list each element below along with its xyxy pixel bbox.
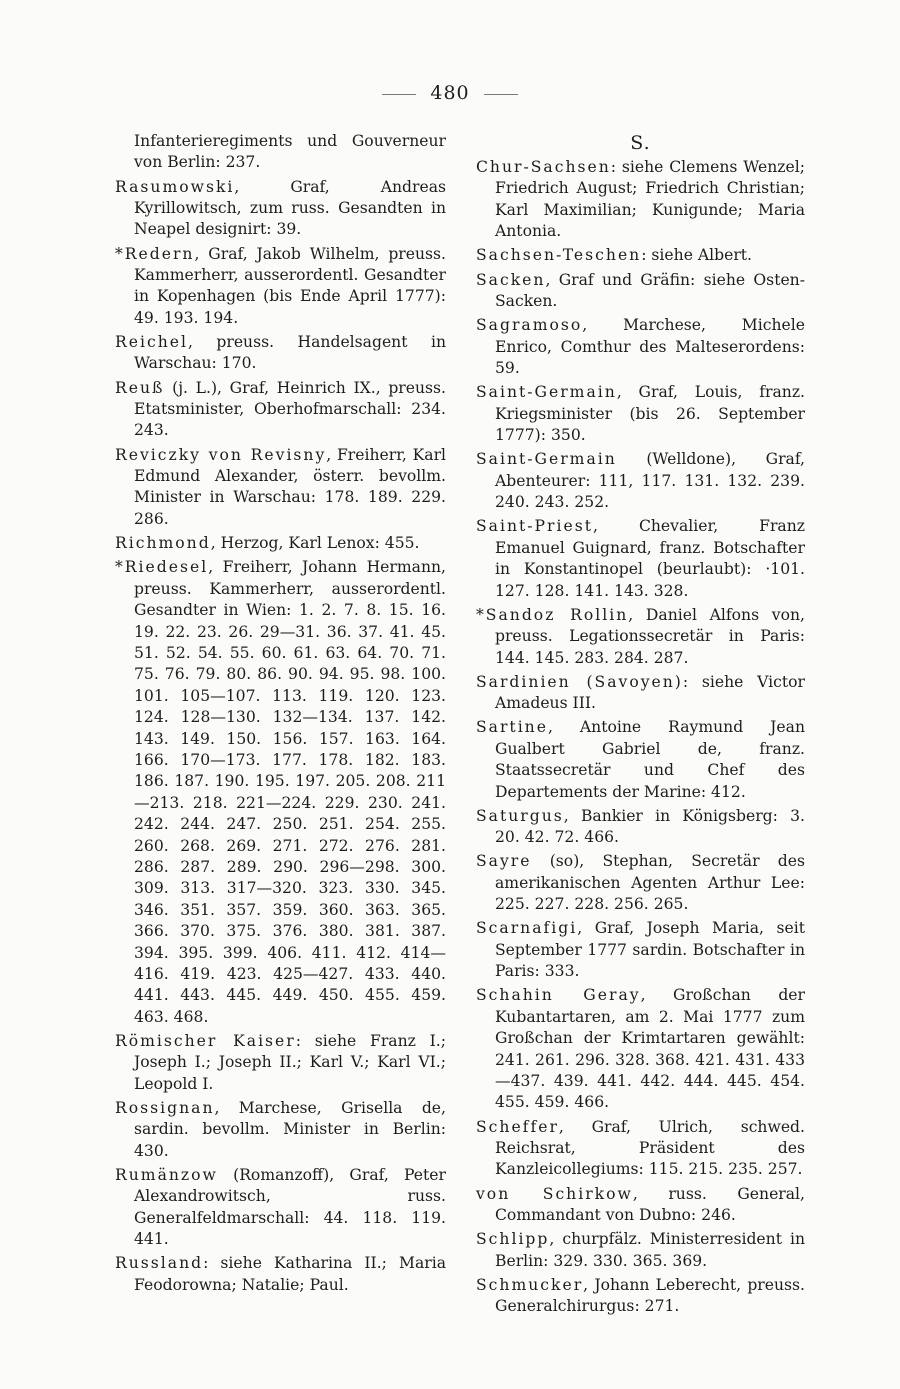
- index-entry: [476, 270, 805, 313]
- entry-headword: Sacken: [476, 270, 546, 289]
- entry-headword: Rossignan: [115, 1099, 215, 1118]
- entry-text: (Welldone), Graf, Abenteurer: 111, 117. 131. 132. 239. 240. 243. 252.: [495, 450, 805, 512]
- index-entry: [476, 315, 805, 379]
- entry-text: (j. L.), Graf, Heinrich IX., preuss. Etatsminister, Oberhofmarschall: 234. 243.: [134, 378, 446, 440]
- entry-headword: Reuß: [115, 378, 165, 397]
- right-entries: [476, 157, 805, 1318]
- entry-headword: *Redern: [115, 244, 195, 263]
- index-entry: [476, 1229, 805, 1272]
- entry-headword: Saturgus: [476, 806, 564, 825]
- index-entry: [476, 1184, 805, 1227]
- entry-text: , Graf, Louis, franz. Kriegsminister (bis 26. September 1777): 350.: [495, 383, 805, 445]
- entry-headword: Richmond: [115, 534, 211, 553]
- index-entry: [115, 131, 446, 174]
- entry-headword: Saint-Germain: [476, 383, 617, 402]
- entry-text: , churpfälz. Ministerresident in Berlin: 329. 330. 365. 369.: [495, 1230, 805, 1270]
- index-entry: [476, 985, 805, 1113]
- entry-headword: Sartine: [476, 718, 548, 737]
- entry-headword: Römischer Kaiser: [115, 1032, 296, 1051]
- entry-text: (so), Stephan, Secretär des amerikanischen Agenten Arthur Lee: 225. 227. 228. 256. 265.: [495, 852, 805, 914]
- entry-headword: Russland: [115, 1254, 204, 1273]
- index-entry: [476, 851, 805, 915]
- index-entry: [476, 449, 805, 513]
- entry-headword: Saint-Germain: [476, 450, 617, 469]
- entry-headword: Sachsen-Teschen: [476, 246, 642, 265]
- index-entry: [115, 378, 446, 442]
- section-letter: S.: [630, 132, 651, 154]
- header-dash-right: [484, 94, 518, 95]
- header-dash-left: [382, 94, 416, 95]
- entry-headword: Schmucker: [476, 1275, 584, 1294]
- page-number: 480: [430, 82, 470, 104]
- entry-headword: Scheffer: [476, 1117, 559, 1136]
- entry-text: , Graf, Jakob Wilhelm, preuss. Kammerherr, ausserordentl. Gesandter in Kopenhagen (bis Ende April 1777): 49. 193. 194.: [134, 244, 446, 327]
- entry-text: : siehe Albert.: [641, 246, 753, 265]
- entry-headword: Scarnafigi: [476, 919, 578, 938]
- entry-text: : siehe Victor Amadeus III.: [495, 672, 805, 713]
- entry-headword: Sayre: [476, 852, 532, 871]
- index-entry: [115, 177, 446, 241]
- index-entry: [476, 516, 805, 602]
- entry-headword: *Riedesel: [115, 558, 209, 577]
- entry-text: , Herzog, Karl Lenox: 455.: [210, 534, 420, 553]
- index-entry: [115, 332, 446, 375]
- index-entry: [476, 717, 805, 803]
- index-entry: [476, 605, 805, 669]
- entry-headword: Sardinien (Savoyen): [476, 672, 683, 691]
- entry-text: : siehe Katharina II.; Maria Feodorowna; Natalie; Paul.: [134, 1254, 446, 1294]
- entry-text: Infanterieregiments und Gouverneur von Berlin: 237.: [134, 132, 446, 172]
- index-entry: [115, 1165, 446, 1251]
- entry-headword: *Sandoz Rollin: [476, 605, 629, 624]
- entry-text: , Freiherr, Johann Hermann, preuss. Kammerherr, ausserordentl. Gesandter in Wien: 1. 2. 7. 8. 15. 16. 19. 22. 23. 26. 29—31. 36. 37. 41. 45. 51. 52. 54. 55. 60. 61. 63. 64. 70. 71. 75. 76. 79. 80. 86. 90. 94. 95. 98. 100. 101. 105—107. 113. 119. 120. 123. 124. 128—130. 132—134. 137. 142. 143. 149. 150. 156. 157. 163. 164. 166. 170—173. 177. 178. 182. 183. 186. 187. 190. 195. 197. 205. 208. 211—213. 218. 221—224. 229. 230. 241. 242. 244. 247. 250. 251. 254. 255. 260. 268. 269. 271. 272. 276. 281. 286. 287. 289. 290. 296—298. 300. 309. 313. 317—320. 323. 330. 345. 346. 351. 357. 359. 360. 363. 365. 366. 370. 375. 376. 380. 381. 387. 394. 395. 399. 406. 411. 412. 414—416. 419. 423. 425—427. 433. 440. 441. 443. 445. 449. 450. 455. 459. 463. 468.: [134, 558, 446, 1026]
- entry-text: , Marchese, Michele Enrico, Comthur des Malteserordens: 59.: [495, 316, 805, 378]
- entry-headword: Reichel: [115, 333, 188, 352]
- entry-headword: Rasumowski: [115, 177, 235, 196]
- entry-text: , Chevalier, Franz Emanuel Guignard, franz. Botschafter in Konstantinopel (beurlaubt): ·101. 127. 128. 141. 143. 328.: [495, 517, 805, 600]
- entry-text: (Romanzoff), Graf, Peter Alexandrowitsch, russ. Generalfeldmarschall: 44. 118. 119. 441.: [134, 1166, 446, 1249]
- index-entry: [476, 245, 805, 266]
- entry-text: , Daniel Alfons von, preuss. Legationssecretär in Paris: 144. 145. 283. 284. 287.: [495, 605, 806, 667]
- entry-headword: Schahin Geray: [476, 986, 641, 1005]
- entry-headword: von Schirkow: [476, 1184, 633, 1203]
- entry-text: , Graf, Joseph Maria, seit September 1777 sardin. Botschafter in Paris: 333.: [495, 919, 805, 981]
- index-entry: [115, 533, 446, 554]
- entry-text: , russ. General, Commandant von Dubno: 246.: [495, 1184, 805, 1225]
- entry-text: , Graf, Andreas Kyrillowitsch, zum russ. Gesandten in Neapel designirt: 39.: [134, 177, 446, 239]
- index-entry: [476, 672, 805, 715]
- entry-headword: Saint-Priest: [476, 517, 593, 536]
- entry-headword: Reviczky von Revisny: [115, 445, 327, 464]
- entry-text: , preuss. Handelsagent in Warschau: 170.: [134, 333, 446, 373]
- entry-text: , Johann Leberecht, preuss. Generalchirurgus: 271.: [495, 1275, 805, 1316]
- index-entry: [476, 918, 805, 982]
- page-header: [0, 82, 900, 104]
- entry-text: , Freiherr, Karl Edmund Alexander, österr. bevollm. Minister in Warschau: 178. 189. 229. 286.: [134, 445, 447, 528]
- entry-text: : siehe Clemens Wenzel; Friedrich August; Friedrich Christian; Karl Maximilian; Kunigunde; Maria Antonia.: [495, 158, 805, 241]
- index-entry: [115, 1098, 446, 1162]
- index-entry: [115, 1253, 446, 1296]
- entry-text: : siehe Franz I.; Joseph I.; Joseph II.; Karl V.; Karl VI.; Leopold I.: [134, 1032, 446, 1093]
- entry-text: , Großchan der Kubantartaren, am 2. Mai 1777 zum Großchan der Krimtartaren gewählt: 241. 261. 296. 328. 368. 421. 431. 433—437. 439. 441. 442. 444. 445. 454. 455. 459. 466.: [495, 986, 805, 1112]
- index-entry: [115, 445, 446, 531]
- index-entry: [115, 557, 446, 1028]
- entry-text: , Graf und Gräfin: siehe Osten-Sacken.: [495, 270, 805, 311]
- entry-text: , Graf, Ulrich, schwed. Reichsrat, Präsident des Kanzleicollegiums: 115. 215. 235. 257.: [495, 1117, 805, 1179]
- entry-headword: Sagramoso: [476, 316, 583, 335]
- right-index-column: [476, 131, 805, 1320]
- entry-text: , Marchese, Grisella de, sardin. bevollm. Minister in Berlin: 430.: [134, 1099, 446, 1160]
- entry-text: , Antoine Raymund Jean Gualbert Gabriel de, franz. Staatssecretär und Chef des Departements der Marine: 412.: [495, 718, 805, 801]
- index-entry: [476, 157, 805, 243]
- index-entry: [476, 806, 805, 849]
- entry-headword: Rumänzow: [115, 1166, 218, 1185]
- entry-text: , Bankier in Königsberg: 3. 20. 42. 72. 466.: [495, 806, 805, 847]
- index-entry: [115, 244, 446, 330]
- left-index-column: [115, 131, 446, 1299]
- entry-headword: Chur-Sachsen: [476, 158, 611, 176]
- index-entry: [476, 1117, 805, 1181]
- index-entry: [115, 1031, 446, 1095]
- index-entry: [476, 382, 805, 446]
- entry-headword: Schlipp: [476, 1230, 550, 1249]
- index-entry: [476, 1275, 805, 1318]
